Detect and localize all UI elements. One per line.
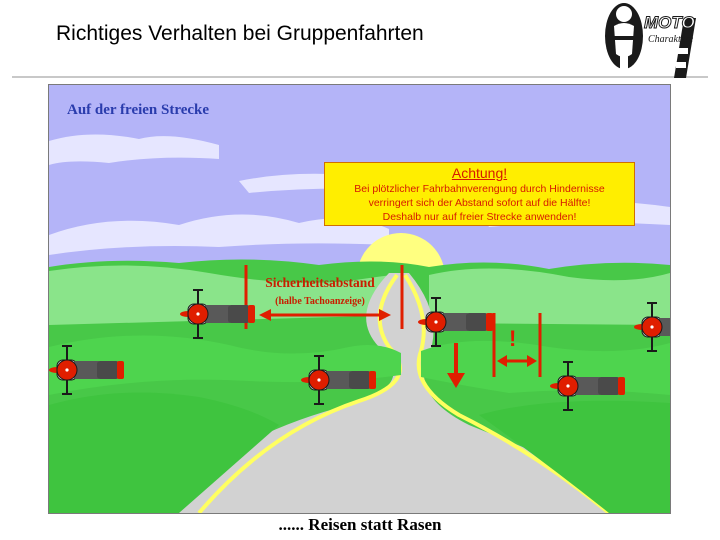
motorcyclist-logo-icon [605,3,643,76]
motorcycle-top-view-icon [550,362,625,410]
footer-slogan: ...... Reisen statt Rasen [278,515,442,534]
scene-heading: Auf der freien Strecke [67,102,210,118]
motorcycle-top-view-icon [418,298,493,346]
warning-title: Achtung! [451,165,508,181]
motorcycle-top-view-icon [301,356,376,404]
motorcycle-top-view-icon [49,346,124,394]
warning-line: Bei plötzlicher Fahrbahnverengung durch Hindernisse [354,183,605,195]
exclamation-mark: ! [509,326,517,351]
motorcycle-top-view-icon [634,303,670,351]
logo-text-sub: Charaktere [648,34,694,45]
motorcycle-top-view-icon [180,290,255,338]
warning-box [324,162,635,226]
safety-distance-note: (halbe Tachoanzeige) [275,296,365,307]
warning-line: verringert sich der Abstand sofort auf die Hälfte! [368,197,591,209]
logo-text-main: MOTO [644,13,695,32]
slide-title: Richtiges Verhalten bei Gruppenfahrten [56,22,424,45]
warning-line: Deshalb nur auf freier Strecke anwenden! [382,211,577,223]
safety-distance-label: Sicherheitsabstand [265,275,375,290]
moto-charaktere-logo [598,0,710,84]
